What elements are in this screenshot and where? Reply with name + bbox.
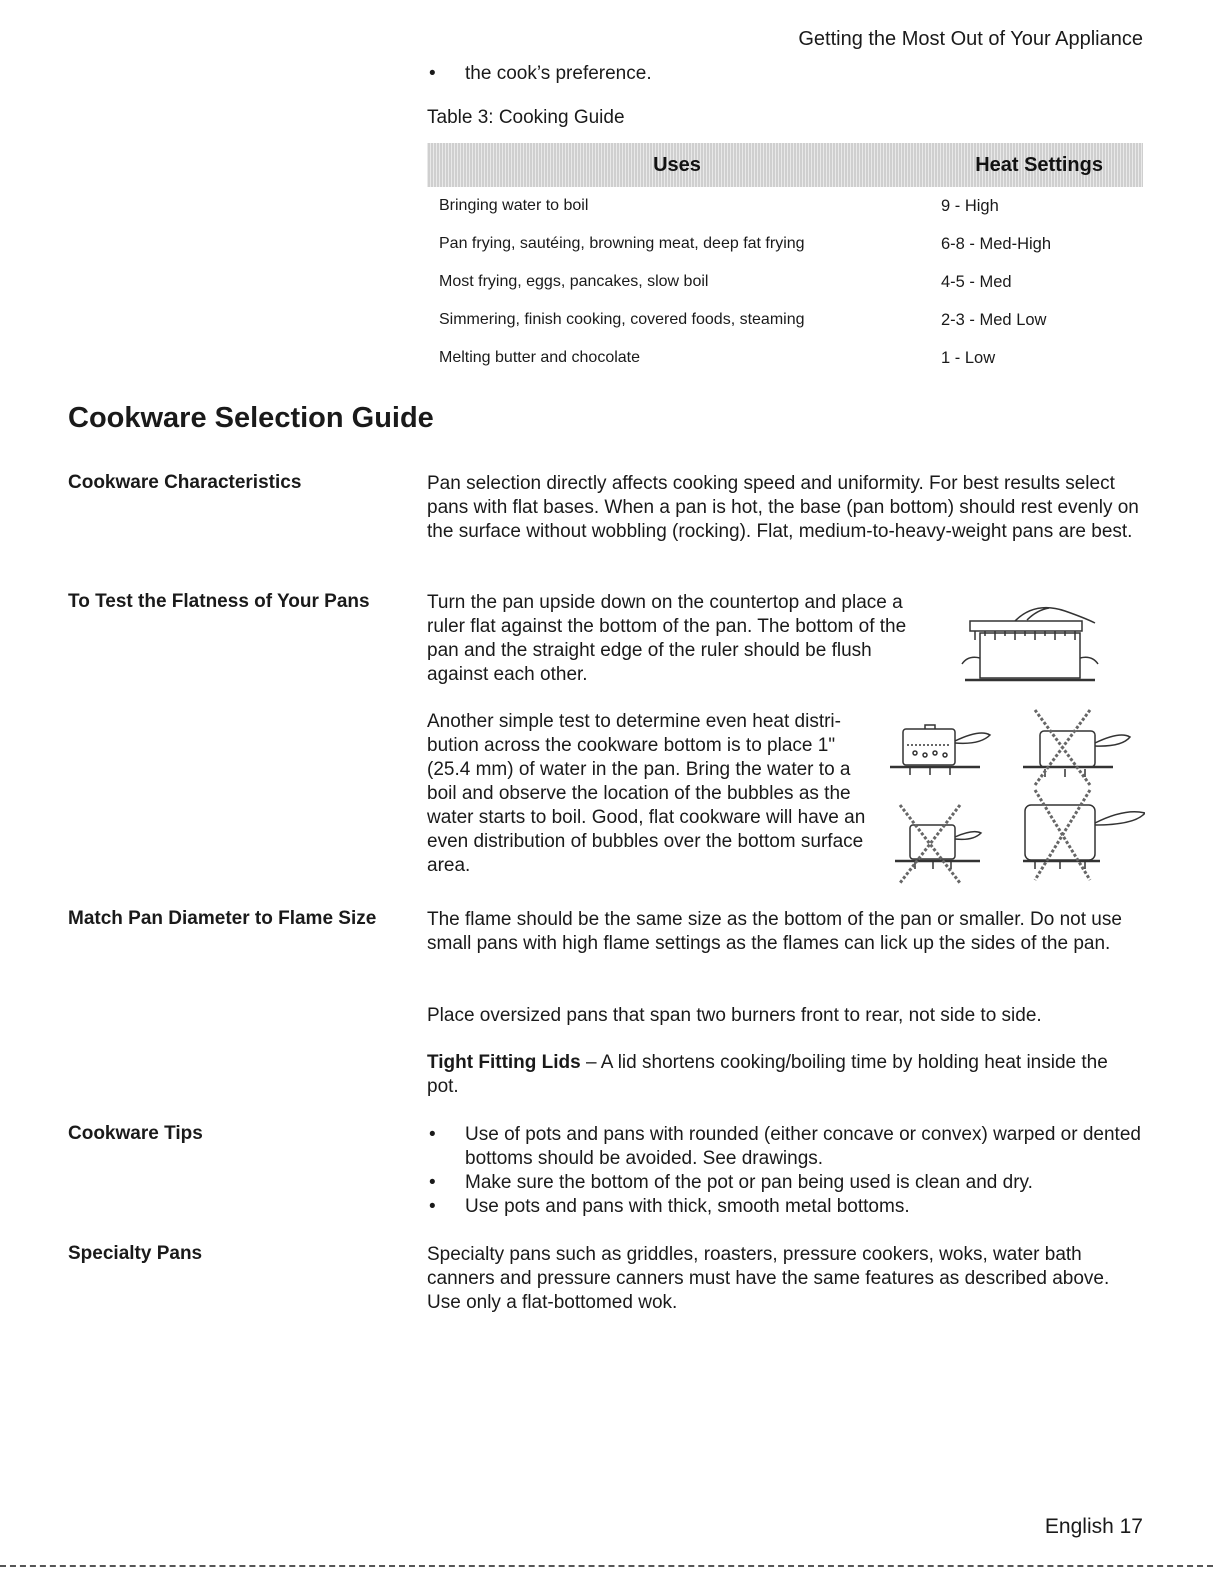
heading-cookware-tips: Cookware Tips bbox=[68, 1123, 203, 1144]
cell-use: Pan frying, sautéing, browning meat, deep fat frying bbox=[439, 235, 805, 252]
heading-flame-size: Match Pan Diameter to Flame Size bbox=[68, 908, 377, 929]
heading-specialty-pans: Specialty Pans bbox=[68, 1243, 203, 1264]
list-item bbox=[427, 1123, 1143, 1171]
bullet-marker: • bbox=[429, 1196, 436, 1217]
cell-heat: 2-3 - Med Low bbox=[941, 310, 1047, 329]
bad-pan-crossed-2 bbox=[895, 805, 981, 883]
bubble-test-illustration bbox=[885, 705, 1145, 885]
bullet-marker: • bbox=[429, 63, 436, 84]
flame-text-1 bbox=[427, 908, 1143, 956]
tip-text: Make sure the bottom of the pot or pan being used is clean and dry. bbox=[465, 1172, 1033, 1193]
footer-divider bbox=[0, 1565, 1213, 1567]
bullet-marker: • bbox=[429, 1124, 436, 1145]
tips-list bbox=[427, 1123, 1143, 1219]
flatness-paragraph-1: Turn the pan upside down on the countertop and place a ruler flat against the bottom of the pan. The bottom of the pan and the straight edge of the ruler should be flush against each other. bbox=[427, 592, 907, 685]
characteristics-text bbox=[427, 472, 1143, 544]
lids-paragraph bbox=[427, 1051, 1143, 1099]
flame-paragraph-2: Place oversized pans that span two burners front to rear, not side to side. bbox=[427, 1005, 1042, 1026]
cell-heat: 1 - Low bbox=[941, 348, 996, 367]
table-row bbox=[427, 339, 1143, 377]
header-heat-settings: Heat Settings bbox=[975, 153, 1103, 176]
table-row bbox=[427, 263, 1143, 301]
cell-use: Simmering, finish cooking, covered foods, steaming bbox=[439, 311, 805, 328]
flatness-paragraph-2: Another simple test to determine even heat distri-bution across the cookware bottom is to place 1" (25.4 mm) of water in the pan. Bring the water to a boil and observe the location of the bubbles as the water starts to boil. Good, flat cookware will have an even distribution of bubbles over the bottom surface area. bbox=[427, 711, 866, 876]
tip-text: Use pots and pans with thick, smooth metal bottoms. bbox=[465, 1196, 910, 1217]
specialty-text bbox=[427, 1243, 1143, 1315]
bad-pan-crossed-1 bbox=[1023, 710, 1130, 785]
page-number: English 17 bbox=[1044, 1515, 1143, 1538]
section-title: Cookware Selection Guide bbox=[68, 402, 434, 434]
lids-text bbox=[427, 1051, 1143, 1099]
heading-cookware-characteristics: Cookware Characteristics bbox=[68, 472, 302, 493]
cell-heat: 9 - High bbox=[941, 196, 999, 215]
tip-text: Use of pots and pans with rounded (either concave or convex) warped or dented bottoms should be avoided. See drawings. bbox=[465, 1124, 1141, 1169]
list-item bbox=[427, 1195, 1143, 1219]
table-row bbox=[427, 301, 1143, 339]
intro-bullet-text: the cook’s preference. bbox=[465, 63, 652, 84]
ruler-on-pan-illustration bbox=[955, 588, 1105, 688]
table-row bbox=[427, 187, 1143, 225]
intro-bullet bbox=[427, 62, 1143, 86]
running-header: Getting the Most Out of Your Appliance bbox=[798, 28, 1143, 50]
bullet-marker: • bbox=[429, 1172, 436, 1193]
flame-paragraph-1: The flame should be the same size as the bottom of the pan or smaller. Do not use small pans with high flame settings as the flames can lick up the sides of the pan. bbox=[427, 909, 1122, 954]
cell-use: Most frying, eggs, pancakes, slow boil bbox=[439, 273, 709, 290]
table-header bbox=[427, 143, 1143, 187]
cell-heat: 6-8 - Med-High bbox=[941, 234, 1052, 253]
bad-pan-large bbox=[1023, 790, 1145, 880]
table-row bbox=[427, 225, 1143, 263]
flatness-text-1 bbox=[427, 591, 927, 687]
lids-description: – A lid shortens cooking/boiling time by holding heat inside the pot. bbox=[427, 1052, 1108, 1097]
list-item bbox=[427, 1171, 1143, 1195]
header-uses: Uses bbox=[653, 153, 701, 176]
good-flat-pan bbox=[890, 725, 990, 775]
cell-heat: 4-5 - Med bbox=[941, 272, 1012, 291]
cell-use: Bringing water to boil bbox=[439, 197, 589, 214]
cooking-guide-table bbox=[427, 143, 1143, 377]
table-caption: Table 3: Cooking Guide bbox=[427, 107, 625, 128]
specialty-paragraph: Specialty pans such as griddles, roasters, pressure cookers, woks, water bath canners and pressure canners must have the same features as described above. Use only a flat-bottomed wok. bbox=[427, 1244, 1110, 1313]
heading-flatness-test: To Test the Flatness of Your Pans bbox=[68, 591, 370, 612]
flame-text-2 bbox=[427, 1004, 1143, 1028]
cell-use: Melting butter and chocolate bbox=[439, 349, 641, 366]
flatness-text-2 bbox=[427, 710, 872, 878]
lids-label: Tight Fitting Lids bbox=[427, 1052, 581, 1073]
characteristics-paragraph: Pan selection directly affects cooking speed and uniformity. For best results select pans with flat bases. When a pan is hot, the base (pan bottom) should rest evenly on the surface without wobbling (rocking). Flat, medium-to-heavy-weight pans are best. bbox=[427, 473, 1139, 542]
